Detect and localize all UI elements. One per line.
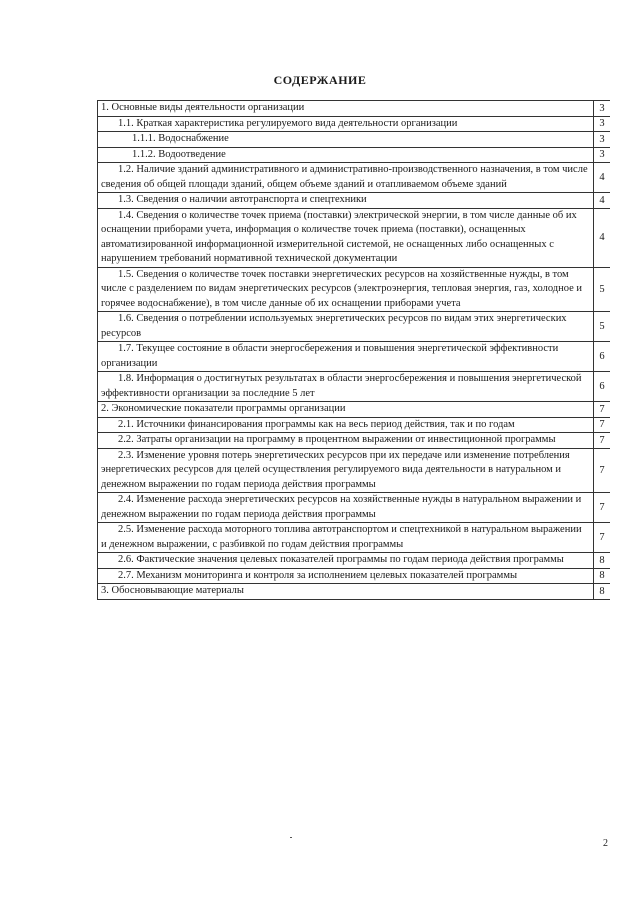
- toc-entry-page: 4: [593, 163, 610, 192]
- toc-entry-title: 1.6. Сведения о потреблении используемых энергетических ресурсов по видам этих энергетических ресурсов: [101, 313, 567, 339]
- toc-entry[interactable]: [98, 493, 610, 523]
- toc-entry[interactable]: [98, 584, 610, 600]
- toc-entry[interactable]: [98, 523, 610, 553]
- toc-entry-title: 1.5. Сведения о количестве точек поставки энергетических ресурсов на хозяйственные нужды, в том числе с разделением по видам энергетических ресурсов (электроэнергия, тепловая энергия, газ, холодное и горячее водоснабжение), в том числе данные об их оснащении приборами учета: [101, 268, 583, 309]
- toc-entry-title: 2.5. Изменение расхода моторного топлива автотранспортом и спецтехникой в натуральном выражении и денежном выражении, с разбивкой по годам действия программы: [101, 524, 582, 550]
- toc-entry-title: 2.2. Затраты организации на программу в процентном выражении от инвестиционной программы: [118, 434, 556, 445]
- toc-entry-page: 7: [593, 523, 610, 552]
- toc-entry-page: 4: [593, 209, 610, 267]
- toc-entry-title: 1.8. Информация о достигнутых результатах в области энергосбережения и повышения энергетической эффективности организации за последние 5 лет: [101, 373, 582, 399]
- toc-entry[interactable]: [98, 163, 610, 193]
- toc-entry[interactable]: [98, 117, 610, 133]
- table-of-contents: [97, 100, 610, 600]
- toc-entry[interactable]: [98, 449, 610, 494]
- toc-entry-title: 1.4. Сведения о количестве точек приема (поставки) электрической энергии, в том числе данные об их оснащении приборами учета, информация о количестве точек приема (поставки), оснащенных автоматизированной информационной измерительной системой, не оснащенных либо оснащенных с нарушением требований нормативной технической документации: [101, 209, 577, 264]
- page-number: 2: [603, 838, 608, 849]
- toc-entry-title: 1.1.2. Водоотведение: [132, 148, 226, 160]
- toc-entry-title: 2.1. Источники финансирования программы как на весь период действия, так и по годам: [118, 418, 515, 430]
- toc-entry-page: 3: [593, 132, 610, 147]
- toc-entry-page: 6: [593, 342, 610, 371]
- toc-entry-page: 7: [593, 449, 610, 493]
- toc-entry-page: 7: [593, 433, 610, 448]
- toc-entry-title: 1.7. Текущее состояние в области энергосбережения и повышения энергетической эффективности организации: [101, 343, 559, 369]
- toc-entry-page: 7: [593, 493, 610, 522]
- toc-entry[interactable]: [98, 209, 610, 268]
- toc-entry-page: 5: [593, 268, 610, 312]
- toc-entry-title: 1.1. Краткая характеристика регулируемого вида деятельности организации: [118, 117, 458, 129]
- toc-entry[interactable]: [98, 433, 610, 449]
- toc-entry-title: 1.2. Наличие зданий административного и административно-производственного назначения, в том числе сведения об общей площади зданий, общем объеме зданий и отапливаемом объеме зданий: [101, 164, 588, 190]
- toc-entry-title: 3. Обосновывающие материалы: [101, 585, 244, 596]
- scan-artifact: [290, 837, 292, 838]
- toc-entry-title: 2. Экономические показатели программы организации: [101, 403, 346, 414]
- toc-entry-page: 6: [593, 372, 610, 401]
- toc-entry-page: 8: [593, 553, 610, 568]
- toc-entry[interactable]: [98, 342, 610, 372]
- toc-entry-title: 1. Основные виды деятельности организации: [101, 102, 305, 113]
- toc-entry-page: 8: [593, 569, 610, 584]
- toc-entry-page: 3: [593, 101, 610, 116]
- toc-entry-title: 2.3. Изменение уровня потерь энергетических ресурсов при их передаче или изменение потребления энергетических ресурсов для целей осуществления регулируемого вида деятельности в натуральном и денежном выражении по годам периода действия программы: [101, 449, 570, 490]
- toc-entry-page: 3: [593, 148, 610, 163]
- toc-entry-page: 3: [593, 117, 610, 132]
- toc-entry-page: 5: [593, 312, 610, 341]
- toc-entry[interactable]: [98, 132, 610, 148]
- toc-entry-page: 8: [593, 584, 610, 599]
- toc-entry[interactable]: [98, 569, 610, 585]
- toc-entry[interactable]: [98, 372, 610, 402]
- toc-entry[interactable]: [98, 553, 610, 569]
- toc-entry[interactable]: [98, 193, 610, 209]
- toc-entry[interactable]: [98, 312, 610, 342]
- toc-entry[interactable]: [98, 402, 610, 418]
- toc-entry-title: 2.6. Фактические значения целевых показателей программы по годам периода действия программы: [118, 554, 564, 565]
- toc-entry[interactable]: [98, 100, 610, 117]
- toc-entry-page: 7: [593, 402, 610, 417]
- toc-entry-page: 7: [593, 418, 610, 433]
- toc-entry[interactable]: [98, 268, 610, 313]
- toc-entry[interactable]: [98, 418, 610, 434]
- toc-entry-page: 4: [593, 193, 610, 208]
- toc-entry-title: 1.1.1. Водоснабжение: [132, 133, 229, 144]
- page-title: СОДЕРЖАНИЕ: [273, 73, 367, 87]
- toc-entry-title: 2.7. Механизм мониторинга и контроля за исполнением целевых показателей программы: [118, 569, 518, 581]
- toc-entry-title: 2.4. Изменение расхода энергетических ресурсов на хозяйственные нужды в натуральном выражении и денежном выражении по годам периода действия программы: [101, 494, 582, 520]
- toc-entry-title: 1.3. Сведения о наличии автотранспорта и спецтехники: [118, 194, 367, 205]
- toc-entry[interactable]: [98, 148, 610, 164]
